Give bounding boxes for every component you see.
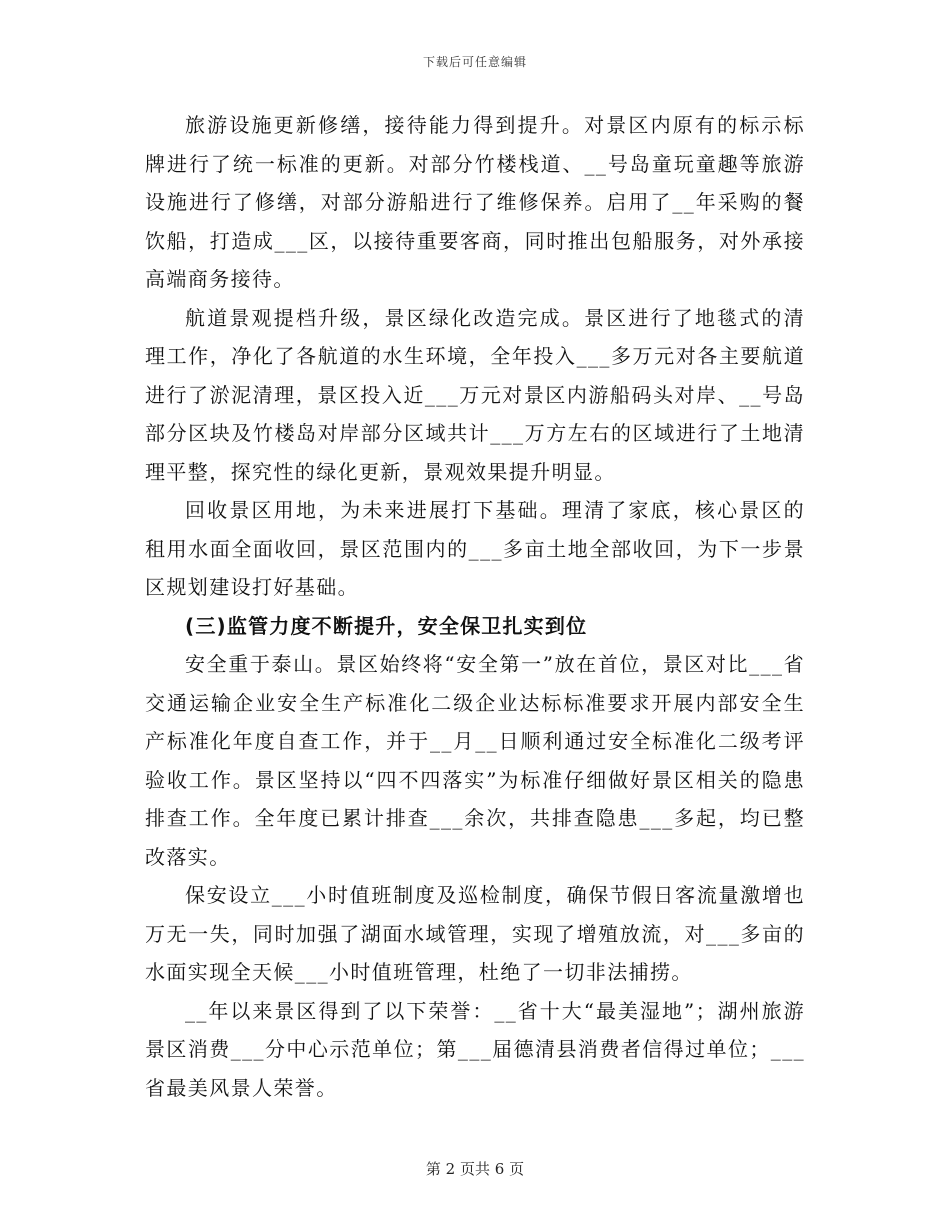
paragraph-security: 保安设立___小时值班制度及巡检制度，确保节假日客流量激增也万无一失，同时加强了湖面水域管理，实现了增殖放流，对___多亩的水面实现全天候___小时值班管理，杜绝了一切非法捕捞。: [145, 883, 805, 984]
paragraph-facilities: 旅游设施更新修缮，接待能力得到提升。对景区内原有的标示标牌进行了统一标准的更新。对部分竹楼栈道、__号岛童玩童趣等旅游设施进行了修缮，对部分游船进行了维修保养。启用了__年采购的餐饮船，打造成___区，以接待重要客商，同时推出包船服务，对外承接高端商务接待。: [145, 113, 805, 291]
paragraph-land: 回收景区用地，为未来进展打下基础。理清了家底，核心景区的租用水面全面收回，景区范围内的___多亩土地全部收回，为下一步景区规划建设打好基础。: [145, 498, 805, 599]
paragraph-waterway: 航道景观提档升级，景区绿化改造完成。景区进行了地毯式的清理工作，净化了各航道的水生环境，全年投入___多万元对各主要航道进行了淤泥清理，景区投入近___万元对景区内游船码头对岸、__号岛部分区块及竹楼岛对岸部分区域共计___万方左右的区域进行了土地清理平整，探究性的绿化更新，景观效果提升明显。: [145, 305, 805, 484]
paragraph-honors: __年以来景区得到了以下荣誉：__省十大“最美湿地”；湖州旅游景区消费___分中心示范单位；第___届德清县消费者信得过单位；___省最美风景人荣誉。: [145, 998, 805, 1100]
page-number: 第 2 页共 6 页: [425, 1160, 525, 1178]
section-heading: (三)监管力度不断提升，安全保卫扎实到位: [185, 613, 588, 638]
header-note: 下载后可任意编辑: [422, 55, 527, 69]
document-body: [145, 106, 805, 1107]
paragraph-safety: 安全重于泰山。景区始终将“安全第一”放在首位，景区对比___省交通运输企业安全生产标准化二级企业达标标准要求开展内部安全生产标准化年度自查工作，并于__月__日顺利通过安全标准化二级考评验收工作。景区坚持以“四不四落实”为标准仔细做好景区相关的隐患排查工作。全年度已累计排查___余次，共排查隐患___多起，均已整改落实。: [145, 652, 805, 869]
